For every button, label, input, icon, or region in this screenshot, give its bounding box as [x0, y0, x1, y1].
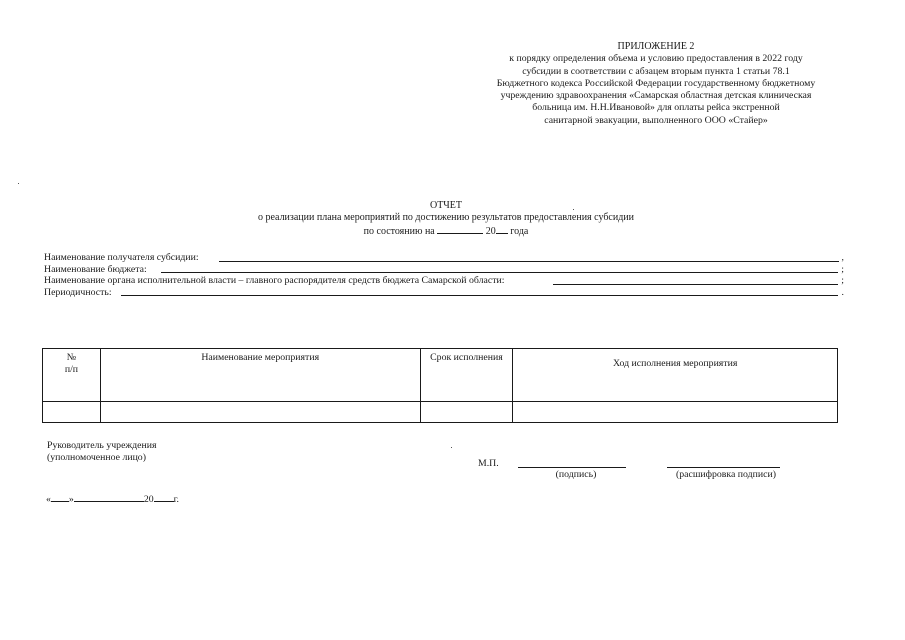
stamp-label: М.П. [478, 458, 499, 469]
report-subtitle: о реализации плана мероприятий по достижению результатов предоставления субсидии [257, 212, 634, 223]
field-label: Наименование бюджета: [44, 263, 147, 275]
appendix-line: санитарной эвакуации, выполненного ООО «Стайер» [544, 114, 768, 126]
scan-speck [573, 209, 574, 210]
col-header-number [43, 349, 101, 402]
scan-speck [451, 447, 452, 448]
scan-speck [18, 183, 19, 184]
date-year-suffix: г. [173, 494, 179, 505]
col-header-deadline: Срок исполнения [420, 349, 513, 402]
signature-line[interactable] [518, 467, 626, 468]
field-authority-line[interactable] [553, 284, 838, 285]
report-year-blank[interactable] [496, 224, 508, 234]
date-day-blank[interactable] [51, 492, 69, 502]
col-header-progress: Ход исполнения мероприятия [513, 349, 838, 402]
field-label: Наименование получателя субсидии: [44, 252, 199, 263]
signature-caption: (подпись) [555, 469, 597, 480]
report-date-suffix: года [510, 226, 529, 237]
field-punct: , [841, 252, 844, 263]
report-date-year: 20 [485, 226, 496, 237]
appendix-line: больница им. Н.Н.Ивановой» для оплаты рейса экстренной [532, 102, 780, 114]
date-month-blank[interactable] [74, 492, 144, 502]
form-fields [44, 252, 844, 298]
head-signatory [47, 440, 157, 465]
field-recipient [44, 252, 844, 264]
report-date-line [150, 224, 742, 238]
head-title: Руководитель учреждения [47, 440, 157, 451]
appendix-block [470, 41, 842, 127]
appendix-line: субсидии в соответствии с абзацем вторым пункта 1 статьи 78.1 [522, 65, 790, 77]
appendix-title: ПРИЛОЖЕНИЕ 2 [617, 41, 695, 52]
signing-date [46, 492, 179, 505]
field-periodicity [44, 287, 844, 299]
table-cell[interactable] [513, 402, 838, 423]
date-close-quote: » [68, 494, 74, 505]
field-punct: ; [841, 263, 844, 275]
table-row [43, 402, 838, 423]
field-punct: ; [841, 275, 844, 286]
decoding-line[interactable] [667, 467, 780, 468]
events-table [42, 348, 838, 423]
report-date-blank[interactable] [437, 224, 483, 234]
field-authority [44, 275, 844, 287]
table-cell[interactable] [420, 402, 513, 423]
col-header-event: Наименование мероприятия [100, 349, 420, 402]
field-budget-line[interactable] [161, 272, 838, 273]
field-label: Периодичность: [44, 286, 112, 298]
report-heading [150, 200, 742, 238]
date-open-quote: « [46, 494, 51, 505]
appendix-line: учреждению здравоохранения «Самарская областная детская клиническая [500, 90, 812, 102]
field-budget [44, 264, 844, 276]
decoding-caption: (расшифровка подписи) [675, 469, 776, 480]
table-cell[interactable] [43, 402, 101, 423]
appendix-line: к порядку определения объема и условию предоставления в 2022 году [509, 53, 803, 65]
table-cell[interactable] [100, 402, 420, 423]
appendix-line: Бюджетного кодекса Российской Федерации государственному бюджетному [496, 77, 816, 89]
report-date-prefix: по состоянию на [363, 226, 435, 237]
head-subtitle: (уполномоченное лицо) [47, 452, 146, 464]
report-title: ОТЧЕТ [429, 200, 463, 211]
table-header-row [43, 349, 838, 402]
field-periodicity-line[interactable] [121, 295, 838, 296]
date-year-prefix: 20 [143, 494, 154, 505]
col-header-number-text: № п/п [64, 352, 79, 375]
field-label: Наименование органа исполнительной власти – главного распорядителя средств бюджета Самарской области: [44, 275, 505, 286]
field-recipient-line[interactable] [219, 261, 839, 262]
field-punct: . [841, 286, 844, 298]
date-year-blank[interactable] [154, 492, 174, 502]
